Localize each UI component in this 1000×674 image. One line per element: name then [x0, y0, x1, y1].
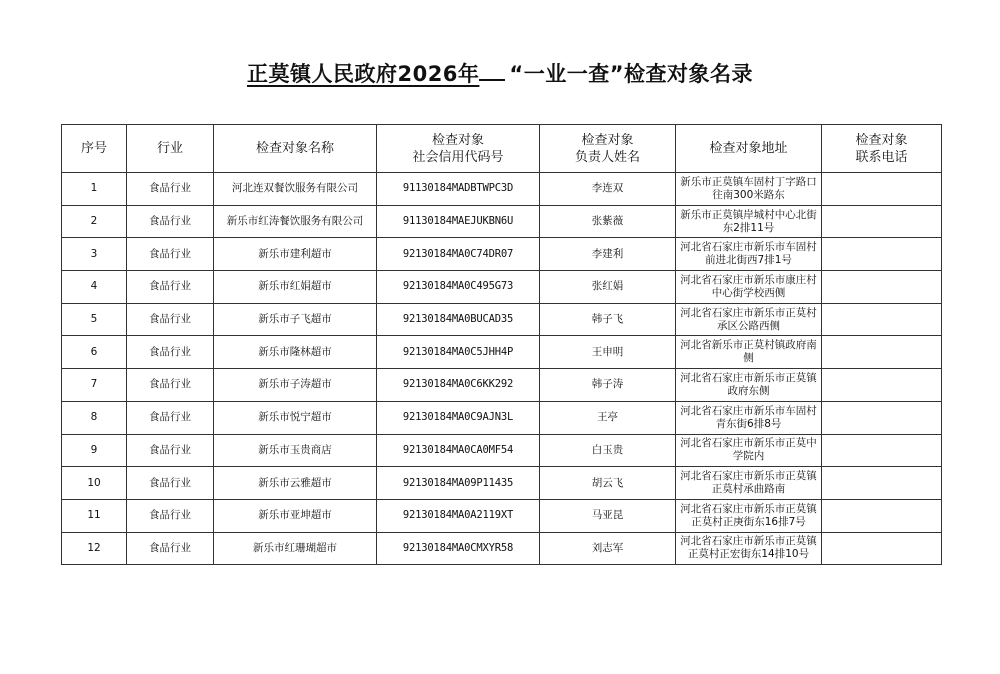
- cell-name: 新乐市悦宁超市: [214, 401, 377, 434]
- table-row: [62, 205, 942, 238]
- cell-industry: 食品行业: [127, 467, 214, 500]
- cell-industry: 食品行业: [127, 173, 214, 206]
- cell-no: 7: [62, 369, 127, 402]
- cell-credit-code: 92130184MA0C9AJN3L: [377, 401, 540, 434]
- cell-credit-code: 91130184MADBTWPC3D: [377, 173, 540, 206]
- table-row: [62, 271, 942, 304]
- cell-person: 张紫薇: [540, 205, 676, 238]
- cell-industry: 食品行业: [127, 401, 214, 434]
- cell-no: 1: [62, 173, 127, 206]
- cell-no: 2: [62, 205, 127, 238]
- header-industry: 行业: [127, 125, 214, 173]
- title-part-1: 正莫镇人民政府2026年: [246, 62, 480, 86]
- table-body: [62, 173, 942, 565]
- cell-credit-code: 92130184MA0A2119XT: [377, 499, 540, 532]
- cell-credit-code: 92130184MA0C6KK292: [377, 369, 540, 402]
- cell-person: 张红娟: [540, 271, 676, 304]
- cell-address: 河北省新乐市正莫村镇政府南侧: [676, 336, 822, 369]
- cell-person: 韩子涛: [540, 369, 676, 402]
- header-person: 检查对象 负责人姓名: [540, 125, 676, 173]
- header-name: 检查对象名称: [214, 125, 377, 173]
- cell-phone: [822, 369, 942, 402]
- cell-credit-code: 91130184MAEJUKBN6U: [377, 205, 540, 238]
- cell-no: 6: [62, 336, 127, 369]
- cell-phone: [822, 238, 942, 271]
- cell-phone: [822, 303, 942, 336]
- table-row: [62, 434, 942, 467]
- cell-person: 白玉贵: [540, 434, 676, 467]
- cell-credit-code: 92130184MA0C495G73: [377, 271, 540, 304]
- header-no: 序号: [62, 125, 127, 173]
- cell-address: 河北省石家庄市新乐市正莫村承区公路西侧: [676, 303, 822, 336]
- cell-phone: [822, 401, 942, 434]
- title-part-2: “一业一查”检查对象名录: [509, 62, 754, 86]
- cell-phone: [822, 467, 942, 500]
- cell-person: 李建利: [540, 238, 676, 271]
- table-row: [62, 173, 942, 206]
- cell-industry: 食品行业: [127, 336, 214, 369]
- table-header-row: [62, 125, 942, 173]
- cell-no: 9: [62, 434, 127, 467]
- cell-phone: [822, 499, 942, 532]
- cell-address: 河北省石家庄市新乐市正莫镇正莫村承曲路南: [676, 467, 822, 500]
- cell-no: 12: [62, 532, 127, 565]
- cell-phone: [822, 205, 942, 238]
- cell-address: 河北省石家庄市新乐市正莫镇政府东侧: [676, 369, 822, 402]
- cell-no: 11: [62, 499, 127, 532]
- cell-name: 新乐市红涛餐饮服务有限公司: [214, 205, 377, 238]
- cell-industry: 食品行业: [127, 271, 214, 304]
- cell-address: 河北省石家庄市新乐市正莫中学院内: [676, 434, 822, 467]
- cell-name: 新乐市红珊瑚超市: [214, 532, 377, 565]
- cell-credit-code: 92130184MA09P11435: [377, 467, 540, 500]
- cell-name: 新乐市子飞超市: [214, 303, 377, 336]
- cell-no: 4: [62, 271, 127, 304]
- cell-name: 新乐市子涛超市: [214, 369, 377, 402]
- cell-credit-code: 92130184MA0BUCAD35: [377, 303, 540, 336]
- cell-credit-code: 92130184MA0CA0MF54: [377, 434, 540, 467]
- cell-no: 8: [62, 401, 127, 434]
- inspection-table: [61, 124, 942, 565]
- cell-name: 新乐市建利超市: [214, 238, 377, 271]
- table-row: [62, 238, 942, 271]
- table-row: [62, 499, 942, 532]
- cell-person: 王亭: [540, 401, 676, 434]
- page-title: [0, 58, 1000, 88]
- cell-phone: [822, 434, 942, 467]
- cell-name: 新乐市云雅超市: [214, 467, 377, 500]
- title-underline-gap: [479, 61, 505, 81]
- cell-address: 新乐市正莫镇岸城村中心北街东2排11号: [676, 205, 822, 238]
- cell-name: 新乐市玉贵商店: [214, 434, 377, 467]
- cell-address: 河北省石家庄市新乐市正莫镇正莫村正庚街东16排7号: [676, 499, 822, 532]
- cell-industry: 食品行业: [127, 532, 214, 565]
- cell-credit-code: 92130184MA0C74DR07: [377, 238, 540, 271]
- cell-credit-code: 92130184MA0CMXYR58: [377, 532, 540, 565]
- cell-industry: 食品行业: [127, 499, 214, 532]
- cell-no: 10: [62, 467, 127, 500]
- cell-person: 马亚昆: [540, 499, 676, 532]
- cell-industry: 食品行业: [127, 303, 214, 336]
- cell-no: 5: [62, 303, 127, 336]
- cell-address: 河北省石家庄市新乐市车固村青东街6排8号: [676, 401, 822, 434]
- header-credit-code: 检查对象 社会信用代码号: [377, 125, 540, 173]
- cell-person: 胡云飞: [540, 467, 676, 500]
- cell-phone: [822, 271, 942, 304]
- cell-person: 王申明: [540, 336, 676, 369]
- cell-address: 新乐市正莫镇车固村丁字路口往南300米路东: [676, 173, 822, 206]
- cell-person: 李连双: [540, 173, 676, 206]
- table-row: [62, 336, 942, 369]
- cell-address: 河北省石家庄市新乐市正莫镇正莫村正宏街东14排10号: [676, 532, 822, 565]
- table-row: [62, 401, 942, 434]
- cell-name: 新乐市亚坤超市: [214, 499, 377, 532]
- cell-credit-code: 92130184MA0C5JHH4P: [377, 336, 540, 369]
- cell-address: 河北省石家庄市新乐市车固村前进北街西7排1号: [676, 238, 822, 271]
- cell-person: 刘志军: [540, 532, 676, 565]
- cell-name: 河北连双餐饮服务有限公司: [214, 173, 377, 206]
- cell-phone: [822, 336, 942, 369]
- cell-name: 新乐市红娟超市: [214, 271, 377, 304]
- table-row: [62, 303, 942, 336]
- cell-address: 河北省石家庄市新乐市康庄村中心街学校西侧: [676, 271, 822, 304]
- cell-phone: [822, 173, 942, 206]
- cell-name: 新乐市隆林超市: [214, 336, 377, 369]
- cell-industry: 食品行业: [127, 434, 214, 467]
- cell-phone: [822, 532, 942, 565]
- cell-person: 韩子飞: [540, 303, 676, 336]
- header-address: 检查对象地址: [676, 125, 822, 173]
- table-row: [62, 369, 942, 402]
- table-row: [62, 532, 942, 565]
- table-row: [62, 467, 942, 500]
- header-phone: 检查对象 联系电话: [822, 125, 942, 173]
- cell-no: 3: [62, 238, 127, 271]
- cell-industry: 食品行业: [127, 205, 214, 238]
- cell-industry: 食品行业: [127, 238, 214, 271]
- cell-industry: 食品行业: [127, 369, 214, 402]
